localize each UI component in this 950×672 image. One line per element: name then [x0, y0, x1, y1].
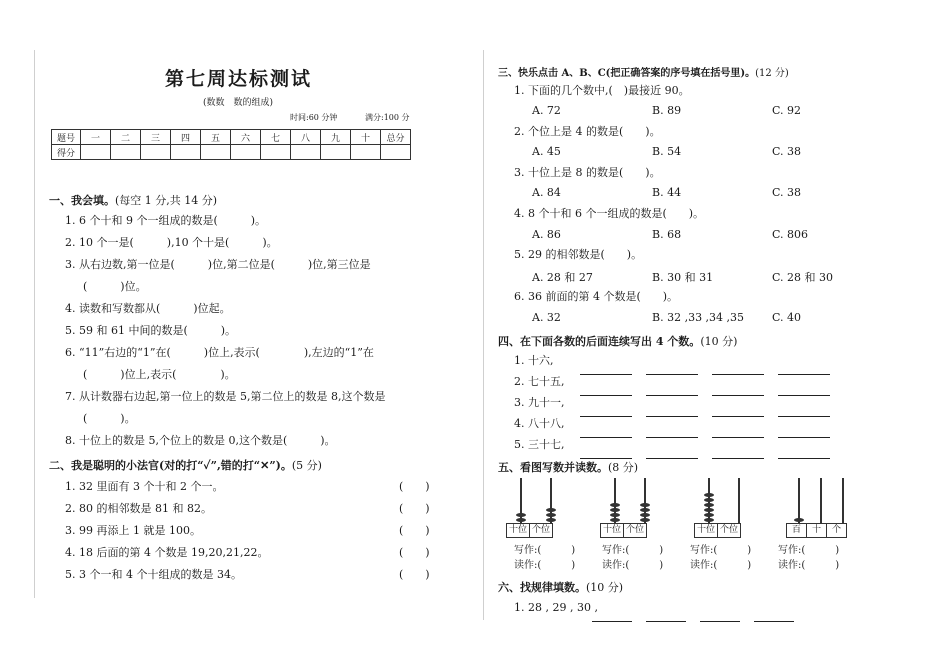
score-table-header-row [52, 130, 411, 145]
answer-blank[interactable] [580, 406, 632, 417]
abacus-bead [546, 508, 556, 512]
answer-blank[interactable] [646, 427, 698, 438]
section-1-heading [49, 192, 217, 208]
score-input-cell[interactable] [81, 145, 111, 160]
sequence-item: 1. 十六, [514, 354, 554, 367]
abacus-bead [546, 518, 556, 522]
score-input-cell[interactable] [171, 145, 201, 160]
option-a[interactable]: A. 28 和 27 [532, 271, 593, 284]
abacus-bead [610, 513, 620, 517]
abacus-label: 个 [832, 525, 842, 535]
abacus-4 [784, 478, 864, 538]
answer-blank[interactable] [700, 611, 740, 622]
option-c[interactable]: C. 28 和 30 [772, 271, 834, 284]
section-5-heading [498, 459, 638, 475]
left-page [34, 50, 463, 598]
abacus-bead [640, 508, 650, 512]
abacus-1 [502, 478, 572, 538]
answer-paren[interactable]: ( ) [399, 546, 430, 559]
score-cell: 三 [141, 130, 171, 145]
section-heading-text: 一、我会填。 [49, 194, 115, 207]
answer-blank[interactable] [778, 364, 830, 375]
score-cell: 六 [231, 130, 261, 145]
read-as-field[interactable]: 读作:( ) [514, 560, 576, 571]
question-item-continued: ( )位上,表示( )。 [83, 368, 236, 381]
question-item: 2. 10 个一是( ),10 个十是( )。 [65, 236, 278, 249]
abacus-bead [640, 503, 650, 507]
option-a[interactable]: A. 86 [532, 228, 561, 241]
abacus-label: 十 [807, 524, 827, 537]
section-2-heading [49, 457, 322, 473]
answer-lines[interactable] [592, 611, 852, 612]
question-item: 3. 从右边数,第一位是( )位,第二位是( )位,第三位是 [65, 258, 371, 271]
abacus-bead [640, 518, 650, 522]
abacus-bead [516, 513, 526, 517]
section-points: (12 分) [755, 68, 789, 79]
answer-blank[interactable] [712, 385, 764, 396]
abacus-label: 十位 [695, 524, 718, 537]
score-cell: 八 [291, 130, 321, 145]
option-b[interactable]: B. 44 [652, 186, 682, 199]
answer-blank[interactable] [712, 406, 764, 417]
section-heading-text: 三、快乐点击 A、B、C(把正确答案的序号填在括号里)。 [498, 68, 756, 79]
score-input-cell[interactable] [141, 145, 171, 160]
judge-item: 5. 3 个一和 4 个十组成的数是 34。 [65, 568, 242, 581]
score-input-cell[interactable] [321, 145, 351, 160]
option-c[interactable]: C. 806 [772, 228, 809, 241]
abacus-labels [600, 523, 647, 538]
section-heading-text: 五、看图写数并读数。 [498, 461, 608, 474]
answer-paren[interactable]: ( ) [399, 568, 430, 581]
abacus-labels [786, 523, 847, 538]
abacus-label: 个位 [626, 525, 645, 535]
answer-blank[interactable] [712, 364, 764, 375]
answer-blank[interactable] [778, 448, 830, 459]
score-cell: 一 [81, 130, 111, 145]
score-cell: 十 [351, 130, 381, 145]
section-points: (10 分) [586, 581, 624, 594]
abacus-bead [704, 498, 714, 502]
answer-paren[interactable]: ( ) [399, 480, 430, 493]
abacus-bead [794, 518, 804, 522]
abacus-label: 十位 [507, 524, 530, 537]
section-heading-text: 二、我是聪明的小法官(对的打“✓”,错的打“✕”)。 [49, 459, 292, 472]
option-a[interactable]: A. 32 [532, 311, 561, 324]
full-score: 满分:100 分 [365, 113, 410, 122]
question-item: 5. 59 和 61 中间的数是( )。 [65, 324, 237, 337]
sequence-item: 3. 九十一, [514, 396, 565, 409]
abacus-labels [694, 523, 741, 538]
answer-blank[interactable] [580, 448, 632, 459]
answer-blank[interactable] [646, 611, 686, 622]
choice-question: 5. 29 的相邻数是( )。 [514, 248, 643, 261]
question-item: 8. 十位上的数是 5,个位上的数是 0,这个数是( )。 [65, 434, 336, 447]
judge-item: 3. 99 再添上 1 就是 100。 [65, 524, 201, 537]
choice-question: 2. 个位上是 4 的数是( )。 [514, 125, 661, 138]
question-item-continued: ( )位。 [83, 280, 147, 293]
choice-question: 4. 8 个十和 6 个一组成的数是( )。 [514, 207, 705, 220]
abacus-bead [610, 508, 620, 512]
abacus-3 [690, 478, 760, 538]
score-input-cell[interactable] [231, 145, 261, 160]
sequence-item: 2. 七十五, [514, 375, 565, 388]
abacus-labels [506, 523, 553, 538]
section-3-heading [498, 64, 789, 79]
abacus-rod [820, 478, 822, 524]
sequence-item: 5. 三十七, [514, 438, 565, 451]
judge-item: 2. 80 的相邻数是 81 和 82。 [65, 502, 212, 515]
pattern-item: 1. 28 , 29 , 30 , [514, 601, 598, 614]
answer-blank[interactable] [712, 448, 764, 459]
answer-lines[interactable] [580, 385, 850, 386]
abacus-bead [640, 513, 650, 517]
abacus-bead [610, 518, 620, 522]
score-input-cell[interactable] [381, 145, 411, 160]
answer-paren[interactable]: ( ) [399, 502, 430, 515]
option-b[interactable]: B. 54 [652, 145, 682, 158]
option-c[interactable]: C. 38 [772, 145, 802, 158]
score-cell: 题号 [52, 130, 81, 145]
page-subtitle: (数数 数的组成) [203, 98, 274, 108]
read-as-field[interactable]: 读作:( ) [602, 560, 664, 571]
question-item: 4. 读数和写数都从( )位起。 [65, 302, 231, 315]
answer-blank[interactable] [580, 427, 632, 438]
question-item: 1. 6 个十和 9 个一组成的数是( )。 [65, 214, 267, 227]
option-a[interactable]: A. 84 [532, 186, 561, 199]
section-points: (8 分) [608, 461, 639, 474]
question-item: 7. 从计数器右边起,第一位上的数是 5,第二位上的数是 8,这个数是 [65, 390, 386, 403]
score-cell: 七 [261, 130, 291, 145]
write-as-field[interactable]: 写作:( ) [690, 545, 752, 556]
section-heading-text: 六、找规律填数。 [498, 581, 586, 594]
abacus-bead [610, 503, 620, 507]
answer-blank[interactable] [592, 611, 632, 622]
section-heading-text: 四、在下面各数的后面连续写出 4 个数。 [498, 335, 701, 348]
abacus-bead [546, 513, 556, 517]
answer-lines[interactable] [580, 406, 850, 407]
abacus-bead [516, 518, 526, 522]
answer-blank[interactable] [712, 427, 764, 438]
answer-blank[interactable] [646, 448, 698, 459]
answer-blank[interactable] [778, 406, 830, 417]
score-input-cell[interactable] [351, 145, 381, 160]
abacus-label: 个位 [532, 525, 551, 535]
abacus-label: 个位 [720, 525, 739, 535]
score-table [51, 129, 411, 160]
answer-paren[interactable]: ( ) [399, 524, 430, 537]
score-cell: 得分 [52, 145, 81, 160]
option-c[interactable]: C. 92 [772, 104, 802, 117]
read-as-field[interactable]: 读作:( ) [778, 560, 840, 571]
sequence-item: 4. 八十八, [514, 417, 565, 430]
abacus-bead [704, 493, 714, 497]
option-a[interactable]: A. 72 [532, 104, 561, 117]
write-as-field[interactable]: 写作:( ) [514, 545, 576, 556]
score-table-score-row [52, 145, 411, 160]
score-input-cell[interactable] [261, 145, 291, 160]
answer-blank[interactable] [778, 385, 830, 396]
option-b[interactable]: B. 68 [652, 228, 682, 241]
answer-blank[interactable] [646, 364, 698, 375]
answer-lines[interactable] [580, 427, 850, 428]
score-input-cell[interactable] [201, 145, 231, 160]
abacus-rod [842, 478, 844, 524]
score-cell: 四 [171, 130, 201, 145]
section-4-heading [498, 333, 737, 349]
option-a[interactable]: A. 45 [532, 145, 561, 158]
page-title: 第七周达标测试 [165, 68, 313, 90]
score-input-cell[interactable] [291, 145, 321, 160]
choice-question: 1. 下面的几个数中,( )最接近 90。 [514, 84, 690, 97]
abacus-label: 百 [787, 524, 807, 537]
option-b[interactable]: B. 89 [652, 104, 682, 117]
right-page [483, 50, 864, 620]
question-item: 6. “11”右边的“1”在( )位上,表示( ),左边的“1”在 [65, 346, 374, 359]
question-item-continued: ( )。 [83, 412, 136, 425]
option-c[interactable]: C. 38 [772, 186, 802, 199]
score-cell: 九 [321, 130, 351, 145]
judge-item: 4. 18 后面的第 4 个数是 19,20,21,22。 [65, 546, 269, 559]
score-cell: 总分 [381, 130, 411, 145]
answer-blank[interactable] [646, 385, 698, 396]
answer-blank[interactable] [580, 385, 632, 396]
choice-question: 3. 十位上是 8 的数是( )。 [514, 166, 661, 179]
answer-blank[interactable] [646, 406, 698, 417]
write-as-field[interactable]: 写作:( ) [602, 545, 664, 556]
option-c[interactable]: C. 40 [772, 311, 802, 324]
abacus-bead [704, 503, 714, 507]
time-limit: 时间:60 分钟 [290, 113, 338, 122]
option-b[interactable]: B. 32 ,33 ,34 ,35 [652, 311, 745, 324]
judge-item: 1. 32 里面有 3 个十和 2 个一。 [65, 480, 224, 493]
abacus-bead [704, 518, 714, 522]
option-b[interactable]: B. 30 和 31 [652, 271, 714, 284]
score-cell: 五 [201, 130, 231, 145]
answer-blank[interactable] [754, 611, 794, 622]
answer-lines[interactable] [580, 364, 850, 365]
section-points: (5 分) [291, 459, 322, 472]
score-cell: 二 [111, 130, 141, 145]
abacus-2 [596, 478, 666, 538]
score-input-cell[interactable] [111, 145, 141, 160]
answer-blank[interactable] [580, 364, 632, 375]
section-points: (10 分) [700, 335, 738, 348]
abacus-bead [704, 513, 714, 517]
section-6-heading [498, 579, 623, 595]
abacus-rod [738, 478, 740, 524]
abacus-bead [704, 508, 714, 512]
answer-blank[interactable] [778, 427, 830, 438]
choice-question: 6. 36 前面的第 4 个数是( )。 [514, 290, 679, 303]
read-as-field[interactable]: 读作:( ) [690, 560, 752, 571]
section-points: (每空 1 分,共 14 分) [115, 194, 218, 207]
abacus-label: 十位 [601, 524, 624, 537]
answer-lines[interactable] [580, 448, 850, 449]
write-as-field[interactable]: 写作:( ) [778, 545, 840, 556]
